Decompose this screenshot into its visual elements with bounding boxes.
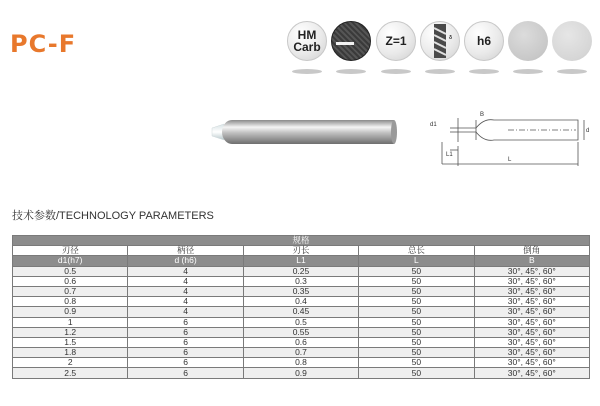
table-cell: 30°, 45°, 60° xyxy=(474,286,589,296)
table-cell: 50 xyxy=(359,317,474,327)
header-en: B xyxy=(474,256,589,266)
table-group-header-row xyxy=(13,236,590,246)
table-cell: 30°, 45°, 60° xyxy=(474,297,589,307)
header-en: d (h6) xyxy=(128,256,243,266)
table-cell: 30°, 45°, 60° xyxy=(474,348,589,358)
table-cell: 0.25 xyxy=(243,266,358,276)
table-cell: 4 xyxy=(128,266,243,276)
badge-shadow xyxy=(469,69,499,74)
table-body xyxy=(13,266,590,378)
table-header-cn-row xyxy=(13,246,590,256)
table-cell: 6 xyxy=(128,337,243,347)
spec-table xyxy=(12,235,590,379)
product-title: PC-F xyxy=(10,30,77,58)
header-cn: 倒角 xyxy=(474,246,589,256)
coating-slot-icon xyxy=(332,22,370,60)
table-cell: 30°, 45°, 60° xyxy=(474,317,589,327)
table-cell: 50 xyxy=(359,348,474,358)
header-en: L1 xyxy=(243,256,358,266)
table-cell: 0.6 xyxy=(243,337,358,347)
table-cell: 0.55 xyxy=(243,327,358,337)
badge-shadow xyxy=(336,69,366,74)
table-cell: 30°, 45°, 60° xyxy=(474,276,589,286)
hm-carb-badge xyxy=(287,21,327,61)
badge-shadow xyxy=(381,69,411,74)
table-cell: 0.7 xyxy=(13,286,128,296)
table-row xyxy=(13,286,590,296)
table-cell: 50 xyxy=(359,327,474,337)
table-row xyxy=(13,358,590,368)
coating-texture-icon xyxy=(331,21,371,61)
table-row xyxy=(13,327,590,337)
header-cn: 总长 xyxy=(359,246,474,256)
label-L: L xyxy=(508,157,512,163)
table-cell: 50 xyxy=(359,276,474,286)
table-cell: 4 xyxy=(128,286,243,296)
table-cell: 50 xyxy=(359,368,474,378)
shank-h6-badge xyxy=(464,21,504,61)
table-cell: 30°, 45°, 60° xyxy=(474,358,589,368)
table-cell: 6 xyxy=(128,327,243,337)
table-cell: 0.35 xyxy=(243,286,358,296)
flute-z1-label: Z=1 xyxy=(385,34,407,48)
section-title: 技术参数/TECHNOLOGY PARAMETERS xyxy=(12,210,214,222)
table-cell: 0.6 xyxy=(13,276,128,286)
grey-circle-icon xyxy=(508,21,548,61)
table-cell: 1.2 xyxy=(13,327,128,337)
table-cell: 4 xyxy=(128,307,243,317)
light-circle-icon xyxy=(552,21,592,61)
table-cell: 30°, 45°, 60° xyxy=(474,266,589,276)
table-cell: 6 xyxy=(128,368,243,378)
table-row xyxy=(13,317,590,327)
svg-text:δ: δ xyxy=(449,35,453,41)
table-cell: 50 xyxy=(359,297,474,307)
label-B: B xyxy=(480,112,485,118)
table-cell: 50 xyxy=(359,307,474,317)
table-cell: 2.5 xyxy=(13,368,128,378)
table-cell: 0.4 xyxy=(243,297,358,307)
table-cell: 6 xyxy=(128,317,243,327)
flute-z1-badge xyxy=(376,21,416,61)
badge-shadow xyxy=(513,69,543,74)
table-cell: 50 xyxy=(359,358,474,368)
technical-drawing xyxy=(428,106,596,176)
table-cell: 1 xyxy=(13,317,128,327)
table-cell: 2 xyxy=(13,358,128,368)
table-cell: 1.5 xyxy=(13,337,128,347)
header-cn: 刃长 xyxy=(243,246,358,256)
table-row xyxy=(13,337,590,347)
table-cell: 30°, 45°, 60° xyxy=(474,307,589,317)
table-cell: 50 xyxy=(359,266,474,276)
header-cn: 柄径 xyxy=(128,246,243,256)
shank-h6-label: h6 xyxy=(476,34,491,48)
hm-carb-label: HM Carb xyxy=(293,28,321,54)
header-en: d1(h7) xyxy=(13,256,128,266)
table-row xyxy=(13,266,590,276)
table-row xyxy=(13,297,590,307)
table-cell: 30°, 45°, 60° xyxy=(474,368,589,378)
table-cell: 4 xyxy=(128,276,243,286)
table-row xyxy=(13,307,590,317)
table-cell: 0.7 xyxy=(243,348,358,358)
table-row xyxy=(13,276,590,286)
table-group-header: 规格 xyxy=(13,236,590,246)
table-cell: 50 xyxy=(359,337,474,347)
badge-shadow xyxy=(292,69,322,74)
label-L1: L1 xyxy=(446,152,453,158)
table-cell: 6 xyxy=(128,358,243,368)
table-cell: 0.5 xyxy=(13,266,128,276)
table-cell: 0.3 xyxy=(243,276,358,286)
table-cell: 0.8 xyxy=(243,358,358,368)
header-cn: 刃径 xyxy=(13,246,128,256)
table-row xyxy=(13,348,590,358)
drill-helix-icon xyxy=(421,22,459,60)
tool-photo xyxy=(210,118,400,148)
label-d: d xyxy=(586,128,590,134)
table-row xyxy=(13,368,590,378)
header-en: L xyxy=(359,256,474,266)
table-cell: 6 xyxy=(128,348,243,358)
label-d1: d1 xyxy=(430,122,437,128)
table-cell: 30°, 45°, 60° xyxy=(474,327,589,337)
feature-badges xyxy=(287,21,592,73)
table-cell: 0.9 xyxy=(243,368,358,378)
table-cell: 1.8 xyxy=(13,348,128,358)
table-cell: 0.9 xyxy=(13,307,128,317)
badge-shadow xyxy=(425,69,455,74)
table-cell: 0.8 xyxy=(13,297,128,307)
table-cell: 30°, 45°, 60° xyxy=(474,337,589,347)
table-cell: 0.5 xyxy=(243,317,358,327)
table-cell: 4 xyxy=(128,297,243,307)
badge-shadow xyxy=(557,69,587,74)
helix-drill-icon xyxy=(420,21,460,61)
table-cell: 0.45 xyxy=(243,307,358,317)
table-cell: 50 xyxy=(359,286,474,296)
table-header-en-row xyxy=(13,256,590,266)
